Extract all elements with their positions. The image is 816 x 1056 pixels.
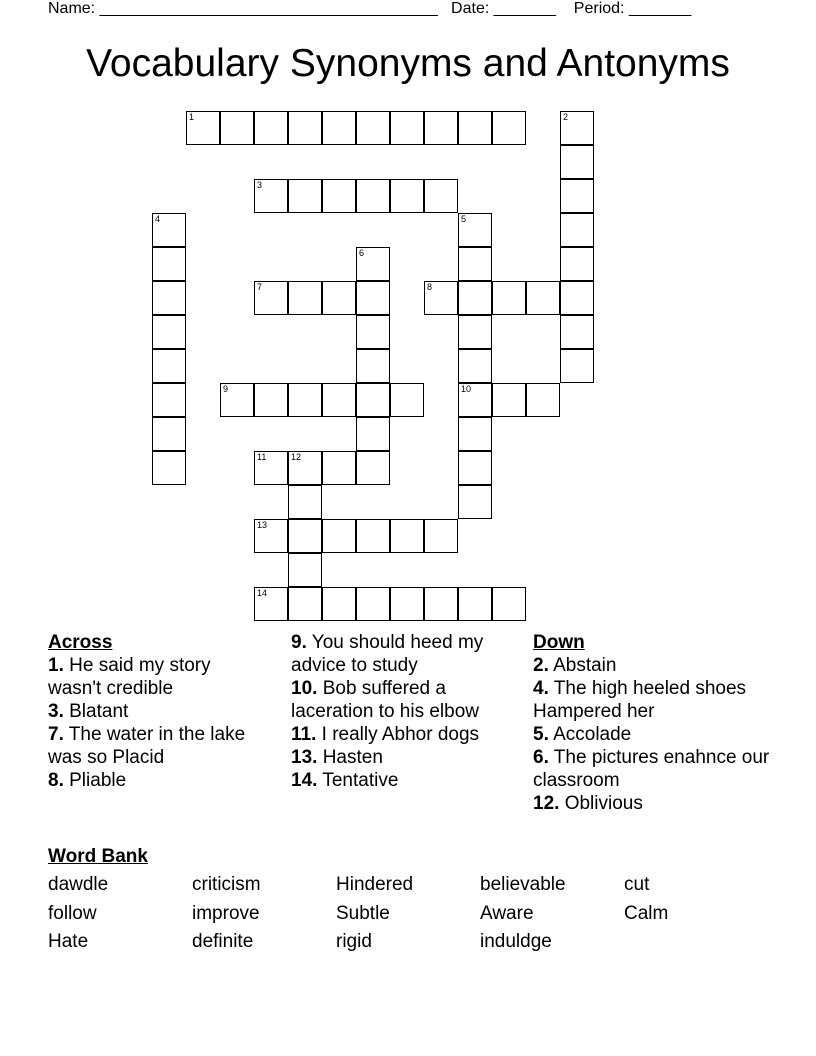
word-bank-title: Word Bank <box>48 846 148 867</box>
crossword-cell[interactable] <box>254 383 288 417</box>
crossword-cell[interactable] <box>458 587 492 621</box>
clue-number: 3 <box>257 180 263 190</box>
word-bank-word: Hate <box>48 931 89 952</box>
crossword-cell[interactable] <box>322 281 356 315</box>
word-bank-word: dawdle <box>48 874 109 895</box>
clue-item-number: 5. <box>533 724 549 745</box>
clue-item-text: The water in the lake was so Placid <box>48 724 246 768</box>
across-clues-continued <box>291 631 516 792</box>
word-bank-word: rigid <box>336 931 372 952</box>
across-clues <box>48 631 248 792</box>
crossword-cell[interactable] <box>356 281 390 315</box>
crossword-cell[interactable] <box>254 281 288 315</box>
clue-number: 14 <box>257 588 268 598</box>
clue-item-number: 6. <box>533 747 549 768</box>
crossword-cell[interactable] <box>424 587 458 621</box>
clue-item <box>48 769 248 792</box>
crossword-cell[interactable] <box>356 315 390 349</box>
crossword-cell[interactable] <box>492 383 526 417</box>
word-bank-word: believable <box>480 874 566 895</box>
crossword-cell[interactable] <box>492 111 526 145</box>
clue-item-text: Bob suffered a laceration to his elbow <box>291 678 479 722</box>
clue-item-text: Abstain <box>548 655 617 676</box>
clue-item-text: Accolade <box>548 724 632 745</box>
crossword-cell[interactable] <box>560 179 594 213</box>
clue-number: 5 <box>461 214 467 224</box>
crossword-cell[interactable] <box>254 179 288 213</box>
crossword-cell[interactable] <box>458 349 492 383</box>
down-clues <box>533 631 773 815</box>
clue-item-text: Blatant <box>63 701 129 722</box>
word-bank-word: Hindered <box>336 874 414 895</box>
crossword-cell[interactable] <box>322 383 356 417</box>
crossword-cell[interactable] <box>152 315 186 349</box>
clue-item-number: 13. <box>291 747 318 768</box>
crossword-cell[interactable] <box>288 553 322 587</box>
clue-item-number: 14. <box>291 770 318 791</box>
crossword-cell[interactable] <box>322 111 356 145</box>
crossword-cell[interactable] <box>526 281 560 315</box>
crossword-cell[interactable] <box>390 383 424 417</box>
clue-item-text: The pictures enahnce our classroom <box>533 747 770 791</box>
crossword-cell[interactable] <box>560 111 594 145</box>
crossword-cell[interactable] <box>458 451 492 485</box>
crossword-cell[interactable] <box>390 179 424 213</box>
word-bank-word: Subtle <box>336 903 390 924</box>
word-bank-word: definite <box>192 931 254 952</box>
crossword-cell[interactable] <box>288 485 322 519</box>
page-title: Vocabulary Synonyms and Antonyms <box>86 42 730 85</box>
crossword-cell[interactable] <box>458 383 492 417</box>
crossword-cell[interactable] <box>560 145 594 179</box>
clue-item-text: Oblivious <box>559 793 643 814</box>
crossword-cell[interactable] <box>356 111 390 145</box>
crossword-cell[interactable] <box>288 519 322 553</box>
clue-item-text: Pliable <box>63 770 127 791</box>
clue-item-number: 2. <box>533 655 549 676</box>
clue-number: 8 <box>427 282 433 292</box>
crossword-cell[interactable] <box>356 451 390 485</box>
word-bank-word: Aware <box>480 903 534 924</box>
clue-number: 2 <box>563 112 569 122</box>
clue-number: 6 <box>359 248 365 258</box>
crossword-cell[interactable] <box>152 451 186 485</box>
crossword-cell[interactable] <box>288 451 322 485</box>
crossword-cell[interactable] <box>152 417 186 451</box>
clue-item <box>291 769 516 792</box>
crossword-cell[interactable] <box>254 587 288 621</box>
crossword-cell[interactable] <box>288 383 322 417</box>
clue-item-number: 7. <box>48 724 64 745</box>
crossword-cell[interactable] <box>322 179 356 213</box>
crossword-cell[interactable] <box>424 519 458 553</box>
crossword-cell[interactable] <box>220 111 254 145</box>
clue-number: 10 <box>461 384 472 394</box>
crossword-cell[interactable] <box>356 417 390 451</box>
clue-item <box>291 631 516 677</box>
word-bank-word: induldge <box>480 931 552 952</box>
clue-item-number: 9. <box>291 632 307 653</box>
clue-item <box>291 723 516 746</box>
crossword-cell[interactable] <box>424 281 458 315</box>
crossword-cell[interactable] <box>458 281 492 315</box>
crossword-cell[interactable] <box>322 519 356 553</box>
crossword-cell[interactable] <box>152 383 186 417</box>
crossword-cell[interactable] <box>356 587 390 621</box>
crossword-cell[interactable] <box>288 587 322 621</box>
clue-item <box>533 677 773 723</box>
clue-number: 11 <box>257 452 267 462</box>
crossword-cell[interactable] <box>152 281 186 315</box>
crossword-cell[interactable] <box>458 485 492 519</box>
crossword-cell[interactable] <box>254 111 288 145</box>
clue-item-text: He said my story wasn't credible <box>48 655 211 699</box>
clue-item <box>48 700 248 723</box>
crossword-cell[interactable] <box>560 213 594 247</box>
crossword-cell[interactable] <box>356 247 390 281</box>
clue-item <box>291 677 516 723</box>
clue-item-number: 1. <box>48 655 64 676</box>
clue-item <box>48 723 248 769</box>
crossword-cell[interactable] <box>288 179 322 213</box>
crossword-cell[interactable] <box>560 247 594 281</box>
crossword-cell[interactable] <box>288 111 322 145</box>
word-bank-word: cut <box>624 874 650 895</box>
word-bank-word: criticism <box>192 874 261 895</box>
crossword-cell[interactable] <box>526 383 560 417</box>
clue-item <box>533 654 773 677</box>
clue-item-number: 3. <box>48 701 64 722</box>
word-bank-word: Calm <box>624 903 669 924</box>
clue-item-text: The high heeled shoes Hampered her <box>533 678 747 722</box>
crossword-cell[interactable] <box>458 111 492 145</box>
name-date-period-line: Name: ______________________________________ Date: _______ Period: _______ <box>48 0 692 17</box>
clue-item-number: 11. <box>291 724 317 745</box>
crossword-cell[interactable] <box>458 315 492 349</box>
crossword-cell[interactable] <box>458 247 492 281</box>
down-heading: Down <box>533 632 585 653</box>
clue-item-number: 10. <box>291 678 318 699</box>
crossword-cell[interactable] <box>152 213 186 247</box>
crossword-cell[interactable] <box>322 587 356 621</box>
crossword-cell[interactable] <box>560 315 594 349</box>
clue-number: 4 <box>155 214 161 224</box>
clue-item-text: Hasten <box>317 747 383 768</box>
crossword-cell[interactable] <box>356 383 390 417</box>
clue-item-number: 8. <box>48 770 64 791</box>
crossword-cell[interactable] <box>152 349 186 383</box>
clue-item-number: 12. <box>533 793 560 814</box>
crossword-cell[interactable] <box>254 451 288 485</box>
clue-number: 13 <box>257 520 268 530</box>
crossword-cell[interactable] <box>560 281 594 315</box>
clue-number: 9 <box>223 384 229 394</box>
crossword-cell[interactable] <box>424 111 458 145</box>
crossword-cell[interactable] <box>560 349 594 383</box>
crossword-cell[interactable] <box>322 451 356 485</box>
crossword-cell[interactable] <box>390 111 424 145</box>
crossword-cell[interactable] <box>186 111 220 145</box>
crossword-cell[interactable] <box>356 179 390 213</box>
crossword-cell[interactable] <box>356 349 390 383</box>
crossword-cell[interactable] <box>356 519 390 553</box>
clue-number: 7 <box>257 282 263 292</box>
crossword-cell[interactable] <box>390 587 424 621</box>
word-bank-word: improve <box>192 903 260 924</box>
crossword-cell[interactable] <box>458 417 492 451</box>
clue-item-text: You should heed my advice to study <box>291 632 484 676</box>
crossword-cell[interactable] <box>424 179 458 213</box>
clue-number: 12 <box>291 452 302 462</box>
clue-item <box>533 746 773 792</box>
clue-item-text: Tentative <box>317 770 399 791</box>
clue-item <box>291 746 516 769</box>
clue-item-text: I really Abhor dogs <box>316 724 480 745</box>
clue-item <box>533 723 773 746</box>
crossword-cell[interactable] <box>152 247 186 281</box>
crossword-cell[interactable] <box>288 281 322 315</box>
clue-item <box>48 654 248 700</box>
clue-item-number: 4. <box>533 678 549 699</box>
clue-number: 1 <box>189 112 195 122</box>
word-bank-word: follow <box>48 903 97 924</box>
crossword-cell[interactable] <box>458 213 492 247</box>
across-heading: Across <box>48 632 113 653</box>
crossword-cell[interactable] <box>220 383 254 417</box>
crossword-cell[interactable] <box>492 281 526 315</box>
crossword-cell[interactable] <box>492 587 526 621</box>
crossword-cell[interactable] <box>254 519 288 553</box>
crossword-cell[interactable] <box>390 519 424 553</box>
clue-item <box>533 792 773 815</box>
